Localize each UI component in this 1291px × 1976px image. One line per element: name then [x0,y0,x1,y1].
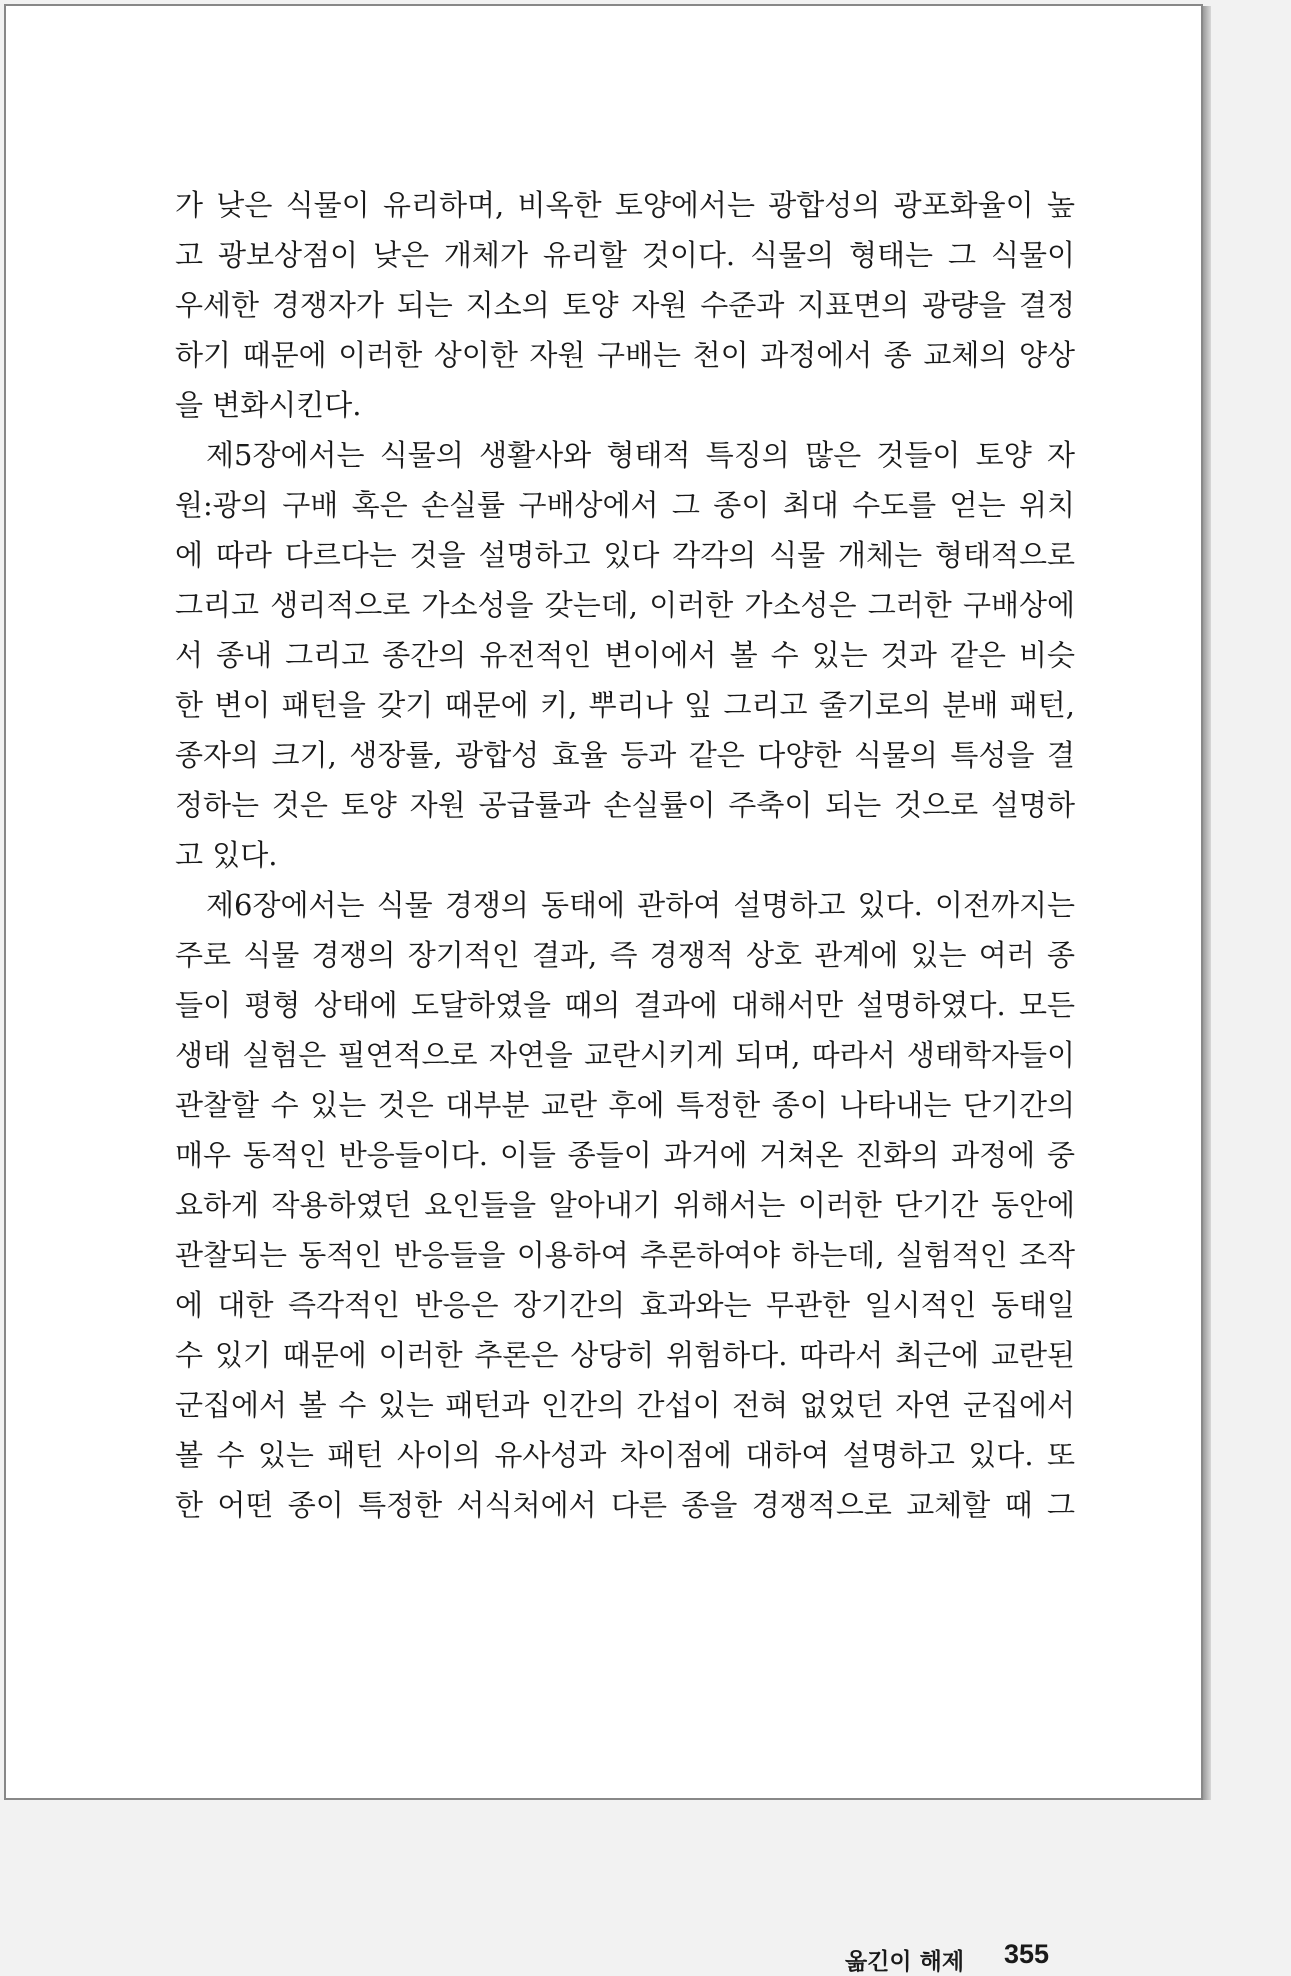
text-line-21: 요하게 작용하였던 요인들을 알아내기 위해서는 이러한 단기간 동안에 [175,1188,1075,1222]
text-line-25: 군집에서 볼 수 있는 패턴과 인간의 간섭이 전혀 없었던 자연 군집에서 [175,1388,1075,1422]
text-line-17: 들이 평형 상태에 도달하였을 때의 결과에 대해서만 설명하였다. 모든 [175,988,1075,1022]
text-line-14: 고 있다. [175,838,278,872]
text-line-9: 그리고 생리적으로 가소성을 갖는데, 이러한 가소성은 그러한 구배상에 [175,588,1075,622]
text-line-20: 매우 동적인 반응들이다. 이들 종들이 과거에 거쳐온 진화의 과정에 중 [175,1138,1075,1172]
text-line-27: 한 어떤 종이 특정한 서식처에서 다른 종을 경쟁적으로 교체할 때 그 [175,1488,1075,1522]
text-line-5: 을 변화시킨다. [175,388,362,422]
running-title: 옮긴이 해제 [845,1949,965,1975]
text-line-7: 원:광의 구배 혹은 손실률 구배상에서 그 종이 최대 수도를 얻는 위치 [175,488,1075,522]
text-line-12: 종자의 크기, 생장률, 광합성 효율 등과 같은 다양한 식물의 특성을 결 [175,738,1075,772]
text-line-13: 정하는 것은 토양 자원 공급률과 손실률이 주축이 되는 것으로 설명하 [175,788,1075,822]
text-line-2: 고 광보상점이 낮은 개체가 유리할 것이다. 식물의 형태는 그 식물이 [175,238,1075,272]
text-line-4: 하기 때문에 이러한 상이한 자원 구배는 천이 과정에서 종 교체의 양상 [175,338,1075,372]
page-edge-shadow [1203,6,1211,1800]
text-line-22: 관찰되는 동적인 반응들을 이용하여 추론하여야 하는데, 실험적인 조작 [175,1238,1075,1272]
text-line-6: 제5장에서는 식물의 생활사와 형태적 특징의 많은 것들이 토양 자 [206,438,1075,472]
text-line-24: 수 있기 때문에 이러한 추론은 상당히 위험하다. 따라서 최근에 교란된 [175,1338,1075,1372]
text-line-16: 주로 식물 경쟁의 장기적인 결과, 즉 경쟁적 상호 관계에 있는 여러 종 [175,938,1075,972]
body-text [175,180,1075,1530]
text-line-18: 생태 실험은 필연적으로 자연을 교란시키게 되며, 따라서 생태학자들이 [175,1038,1075,1072]
text-line-3: 우세한 경쟁자가 되는 지소의 토양 자원 수준과 지표면의 광량을 결정 [175,288,1075,322]
text-line-15: 제6장에서는 식물 경쟁의 동태에 관하여 설명하고 있다. 이전까지는 [206,888,1075,922]
text-line-11: 한 변이 패턴을 갖기 때문에 키, 뿌리나 잎 그리고 줄기로의 분배 패턴, [175,688,1075,722]
text-line-8: 에 따라 다르다는 것을 설명하고 있다 각각의 식물 개체는 형태적으로 [175,538,1075,572]
text-line-23: 에 대한 즉각적인 반응은 장기간의 효과와는 무관한 일시적인 동태일 [175,1288,1075,1322]
text-line-26: 볼 수 있는 패턴 사이의 유사성과 차이점에 대하여 설명하고 있다. 또 [175,1438,1075,1472]
page-number: 355 [1004,1939,1050,1969]
text-line-10: 서 종내 그리고 종간의 유전적인 변이에서 볼 수 있는 것과 같은 비슷 [175,638,1075,672]
text-line-1: 가 낮은 식물이 유리하며, 비옥한 토양에서는 광합성의 광포화율이 높 [175,188,1075,222]
text-line-19: 관찰할 수 있는 것은 대부분 교란 후에 특정한 종이 나타내는 단기간의 [175,1088,1075,1122]
